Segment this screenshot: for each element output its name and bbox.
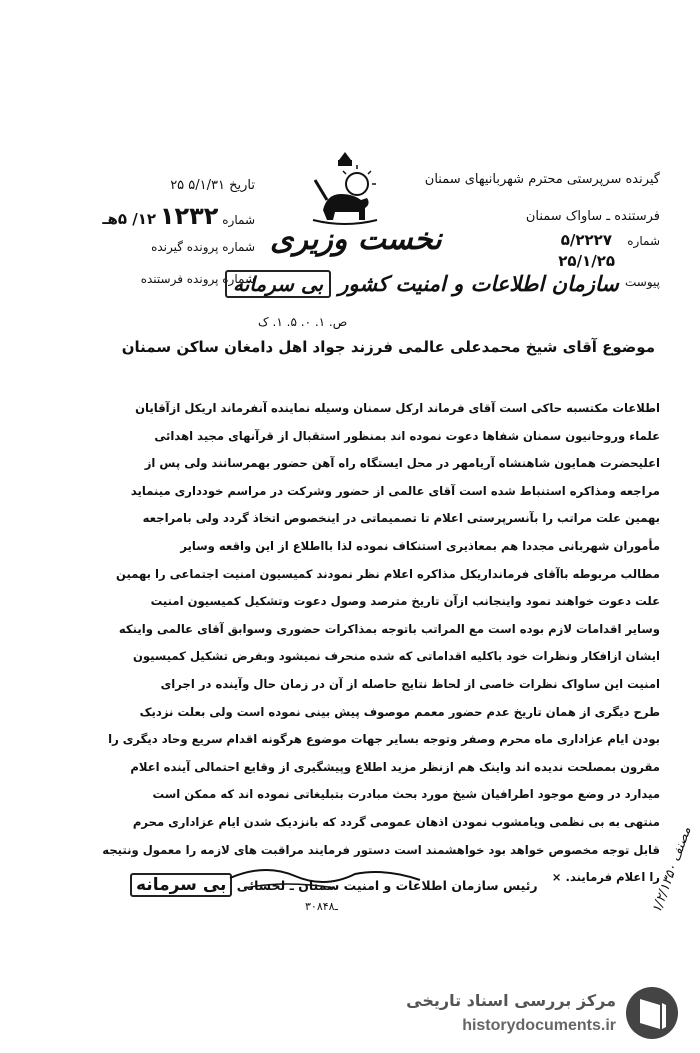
body-line: علماء وروحانیون سمنان شفاها دعوت نموده اند بمنظور استقبال از قرآنهای مجید اهدائی [154,428,660,443]
number-label: شماره [222,213,255,227]
body-line: طرح دیگری از همان تاریخ عدم حضور معمم موصوف پیش بینی نموده است ولی بعلت نزدیک [139,704,660,719]
recipient-file-label: شماره پرونده گیرنده [151,240,255,254]
body-line: منتهی به بی نظمی ویامشوب نمودن اذهان عمومی گردد که بانزدیک شدن ایام عزاداری محرم [132,814,660,829]
sender-file-label: شماره پرونده فرستنده [140,272,255,286]
body-line: مأموران شهربانی مجددا هم بمعاذیری استنکاف نموده لذا بااطلاع از این واقعه وسایر [180,538,660,553]
organization-title [225,272,619,296]
lion-and-sun-emblem-icon [305,150,385,230]
date-value: ۲۵/۱/۲۵ [558,252,615,270]
number-value: ۱۲۳۲ [159,202,219,230]
document-code: ص. ۱. ۰. ۵. ۱. ک [258,315,348,329]
ministry-title: نخست وزیری [270,222,442,257]
body-line: بودن ایام عزاداری ماه محرم وصفر وتوجه بسایر جهات موضوع هرگونه اقدام سریع وحاد دیگری را [108,732,660,747]
organization-name: سازمان اطلاعات و امنیت کشور [338,272,619,296]
archive-title: مرکز بررسی اسناد تاریخی [406,991,616,1010]
body-line: علت دعوت خواهند نمود واینجانب ازآن تاریخ مترصد وصول دعوت وتشکیل کمیسیون امنیت [150,594,660,609]
handwritten-note: مصنف ۱/۲/۱۳۵۰ [649,825,695,916]
body-line: مقرون بمصلحت ندیده اند واینک هم ازنظر مزید اطلاع وپیشگیری از وقایع احتمالی آینده اعلام [130,759,660,774]
body-line: بهمین علت مراتب را بآنسرپرستی اعلام تا تصمیماتی در اینخصوص اتخاذ گردد ولی بامراجعه [142,511,660,526]
number-field [35,202,255,230]
signature-stamp: بی سرمانه [130,873,232,897]
attachment-label: پیوست [625,275,660,289]
body-line: وسایر اقدامات لازم بوده است مع المراتب باتوجه بمذاکرات حضوری وسوابق آقای عالمی واینکه [118,621,660,636]
date-field: تاریخ ۵/۱/۳۱ ۲۵ [170,178,255,193]
signature-text: رئیس سازمان اطلاعات و امنیت سمنان ـ لحسائی [236,878,538,893]
body-line: میدارد در وضع موجود اطرافیان شیخ مورد بحث مبادرت بتبلیغاتی نموده اند که ممکن است [152,787,660,802]
secret-stamp: بی سرمانه [225,270,331,298]
number-label: شماره [627,234,660,248]
reference-number: ۳۰۸ـ۴۸ [305,900,338,913]
body-line: مراجعه ومذاکره استنباط شده است آقای عالمی از حضور وشرکت در مراسم خودداری مینماید [130,483,660,498]
body-line: مطالب مربوطه باآقای فرمانداریکل مذاکره اعلام نظر نمودند کمیسیون امنیت اجتماعی را بهمین [116,566,660,581]
archive-logo-icon [624,985,680,1041]
archive-url[interactable]: historydocuments.ir [462,1017,616,1034]
body-line: اعلیحضرت همایون شاهنشاه آریامهر در محل ایستگاه راه آهن حضور بهمرسانند ولی پس از [144,456,660,471]
number-value: ۵/۲۲۲۷ [560,231,612,249]
sender-line: فرستنده ـ ساواک سمنان [525,209,660,224]
body-line: قابل توجه مخصوص خواهد بود خواهشمند است دستور فرمایند مراقبت های لازمه را معمول ونتیجه [102,842,660,857]
recipient-line: گیرنده سرپرستی محترم شهربانیهای سمنان [424,172,660,187]
subject-line: موضوع آقای شیخ محمدعلی عالمی فرزند جواد اهل دامغان ساکن سمنان [121,338,655,356]
letter-body [40,395,660,892]
body-line: اطلاعات مکتسبه حاکی است آقای فرماند ارکل سمنان وسیله نماینده آنفرماند اریکل ازآقایان [135,401,660,415]
handwritten-signature-icon [225,858,425,898]
body-line: ایشان ازافکار ونظرات خود باکلیه اقداماتی که شده منحرف نمیشود وبفرض تشکیل کمیسیون [132,649,660,664]
body-line: امنیت این ساواک نظرات خاصی از لحاظ نتایج حاصله از آن در زمان حال وآینده در اجرای [160,676,660,691]
number-block [558,230,660,272]
number-suffix: ۱۲/ ۵هـ [102,210,157,228]
body-line: را اعلام فرمایند. × [551,870,660,885]
